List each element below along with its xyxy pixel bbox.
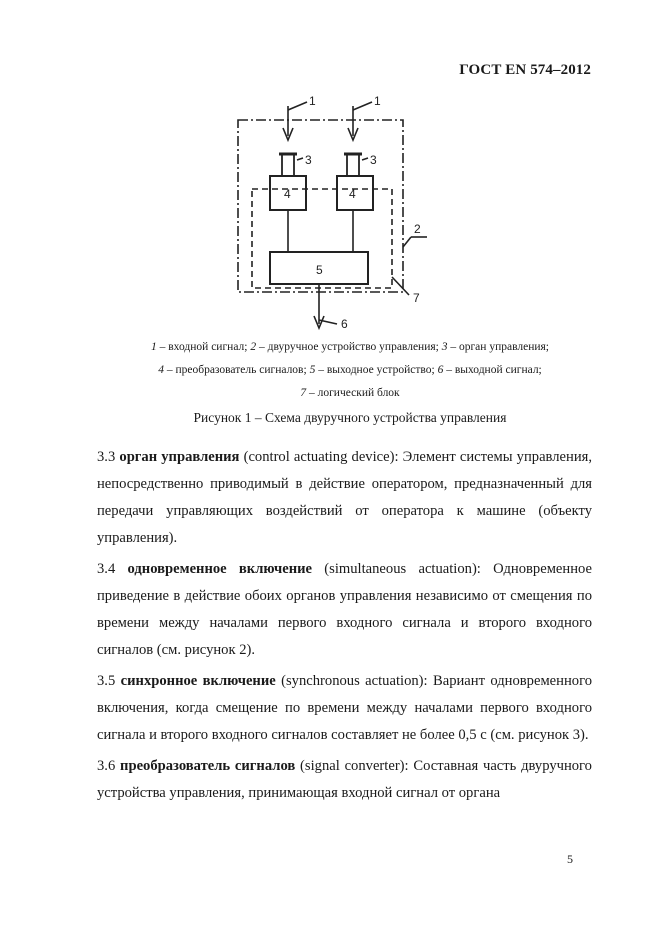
label-actuator-right: 3 — [370, 153, 377, 167]
label-actuator-left: 3 — [305, 153, 312, 167]
label-converter-left: 4 — [284, 187, 291, 201]
term: синхронное включение — [120, 673, 276, 689]
term: орган управления — [119, 449, 240, 465]
label-output-device: 5 — [316, 263, 323, 277]
actuator-right — [347, 154, 359, 176]
definition-paragraph — [97, 444, 592, 552]
body-text — [97, 444, 592, 811]
definition: (synchronous actuation): Вариант одновременного включения, когда смещение по времени между началами первого входного сигнала и второго входного сигналов составляет не более 0,5 с (см. рисунок 3). — [97, 673, 592, 743]
legend-line-1: 1 – входной сигнал; 2 – двуручное устройство управления; 3 – орган управления; — [151, 341, 549, 353]
clause-number: 3.5 — [97, 673, 116, 689]
term: одновременное включение — [127, 561, 312, 577]
label-output-signal: 6 — [341, 317, 348, 331]
legend-line-2: 4 – преобразователь сигналов; 5 – выходное устройство; 6 – выходной сигнал; — [158, 364, 542, 376]
label-two-hand-device: 2 — [414, 222, 421, 236]
figure-legend — [90, 336, 610, 405]
label-input-left: 1 — [309, 94, 316, 108]
label-logic-block: 7 — [413, 291, 420, 305]
definition-paragraph — [97, 753, 592, 807]
clause-number: 3.3 — [97, 449, 116, 465]
clause-number: 3.4 — [97, 561, 116, 577]
definition-paragraph — [97, 668, 592, 749]
figure-caption: Рисунок 1 – Схема двуручного устройства управления — [193, 410, 507, 425]
label-converter-right: 4 — [349, 187, 356, 201]
document-header: ГОСТ EN 574–2012 — [459, 62, 591, 78]
actuator-left — [282, 154, 294, 176]
definition: (control actuating device): Элемент системы управления, непосредственно приводимый в действие оператором, предназначенный для передачи управляющих воздействий от оператора к машине (объекту управления). — [97, 449, 592, 546]
label-input-right: 1 — [374, 94, 381, 108]
definition: (simultaneous actuation): Одновременное приведение в действие обоих органов управления независимо от смещения по времени между началами первого входного сигнала и второго входного сигналов (см. рисунок 2). — [97, 561, 592, 658]
definition: (signal converter): Составная часть двуручного устройства управления, принимающая входной сигнал от органа — [97, 758, 592, 801]
legend-line-3: 7 – логический блок — [300, 387, 400, 399]
definition-paragraph — [97, 556, 592, 664]
page-number: 5 — [567, 852, 573, 866]
clause-number: 3.6 — [97, 758, 116, 774]
block-diagram — [225, 92, 435, 342]
term: преобразователь сигналов — [120, 758, 296, 774]
